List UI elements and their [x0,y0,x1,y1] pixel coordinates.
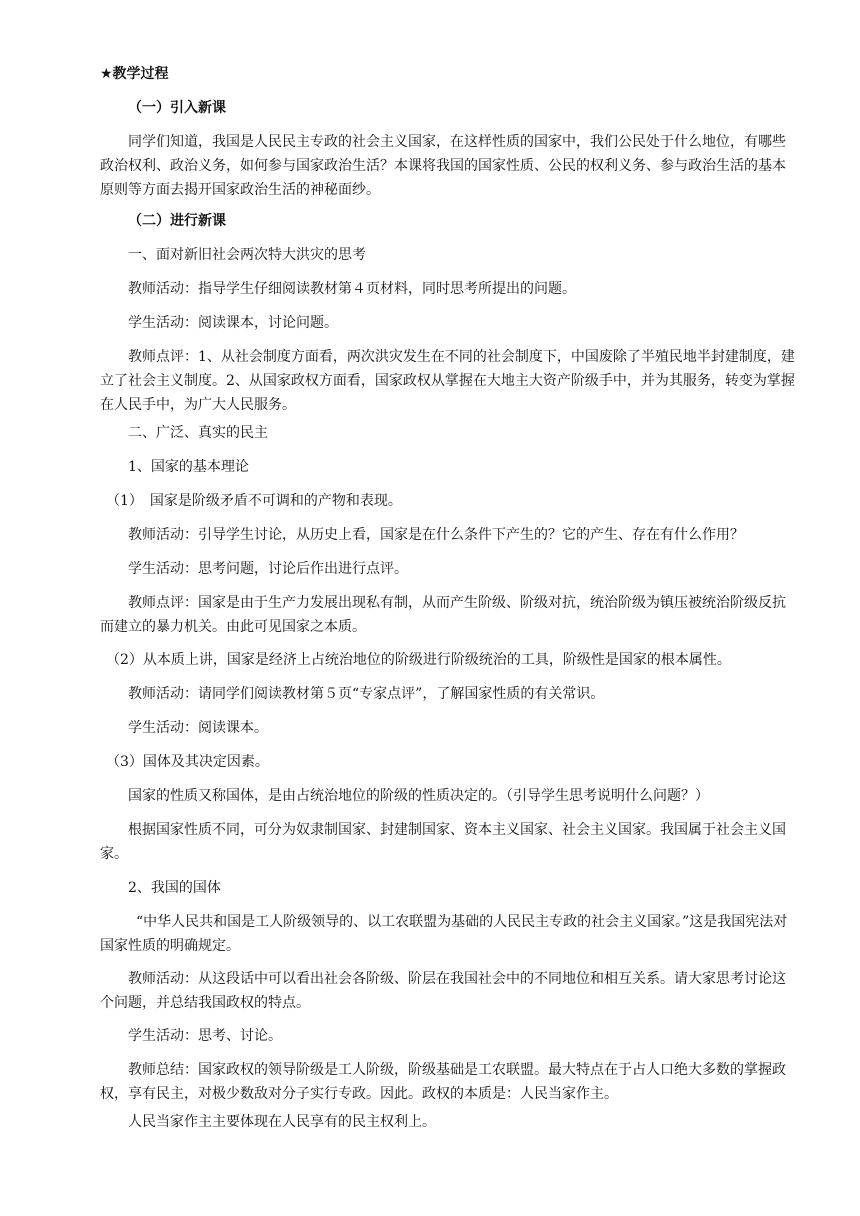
sub2-heading: 2、我国的国体 [128,880,221,896]
sub1-point1: （1） 国家是阶级矛盾不可调和的产物和表现。 [106,493,402,509]
page-title: ★教学过程 [100,66,169,82]
section-heading-new-lesson: （二）进行新课 [128,213,226,229]
sub2-closing: 人民当家作主主要体现在人民享有的民主权利上。 [128,1114,436,1130]
sub1-student-activity: 学生活动：思考问题，讨论后作出进行点评。 [128,561,408,577]
sub1-teacher-activity2: 教师活动：请同学们阅读教材第５页“专家点评”，了解国家性质的有关常识。 [128,686,605,702]
sub2-teacher-summary: 教师总结：国家政权的领导阶级是工人阶级，阶级基础是工农联盟。最大特点在于占人口绝大多数的掌握政权，享有民主，对极少数敌对分子实行专政。因此。政权的本质是：人民当家作主。 [100,1062,786,1102]
sub1-teacher-comment: 教师点评：国家是由于生产力发展出现私有制，从而产生阶级、阶级对抗，统治阶级为镇压被统治阶级反抗而建立的暴力机关。由此可见国家之本质。 [100,595,786,635]
section-heading-intro: （一）引入新课 [128,100,226,116]
sub2-teacher-activity: 教师活动：从这段话中可以看出社会各阶级、阶层在我国社会中的不同地位和相互关系。请大家思考讨论这个问题，并总结我国政权的特点。 [100,971,786,1011]
sub2-student-activity: 学生活动：思考、讨论。 [128,1028,282,1044]
part1-heading: 一、面对新旧社会两次特大洪灾的思考 [128,247,366,263]
intro-paragraph: 同学们知道，我国是人民民主专政的社会主义国家，在这样性质的国家中，我们公民处于什么地位，有哪些政治权利、政治义务，如何参与国家政治生活？本课将我国的国家性质、公民的权利义务、参与政治生活的基本原则等方面去揭开国家政治生活的神秘面纱。 [100,134,786,198]
part2-heading: 二、广泛、真实的民主 [128,425,268,441]
sub1-types: 根据国家性质不同，可分为奴隶制国家、封建制国家、资本主义国家、社会主义国家。我国属于社会主义国家。 [100,822,786,862]
sub1-nature: 国家的性质又称国体，是由占统治地位的阶级的性质决定的。（引导学生思考说明什么问题？） [128,788,709,804]
sub2-quote: “中华人民共和国是工人阶级领导的、以工农联盟为基础的人民民主专政的社会主义国家。”这是我国宪法对国家性质的明确规定。 [100,914,788,954]
part1-student-activity: 学生活动：阅读课本，讨论问题。 [128,315,338,331]
sub1-teacher-activity: 教师活动：引导学生讨论，从历史上看，国家是在什么条件下产生的？它的产生、存在有什么作用？ [128,527,744,543]
part1-teacher-activity: 教师活动：指导学生仔细阅读教材第４页材料，同时思考所提出的问题。 [128,281,576,297]
sub1-point3: （3）国体及其决定因素。 [106,754,269,770]
sub1-student-activity2: 学生活动：阅读课本。 [128,720,268,736]
part1-teacher-comment: 教师点评：1、从社会制度方面看，两次洪灾发生在不同的社会制度下，中国废除了半殖民地半封建制度，建立了社会主义制度。2、从国家政权方面看，国家政权从掌握在大地主大资产阶级手中，并为其服务，转变为掌握在人民手中，为广大人民服务。 [100,349,795,413]
sub1-heading: 1、国家的基本理论 [128,459,249,475]
sub1-point2: （2）从本质上讲，国家是经济上占统治地位的阶级进行阶级统治的工具，阶级性是国家的根本属性。 [106,652,731,668]
